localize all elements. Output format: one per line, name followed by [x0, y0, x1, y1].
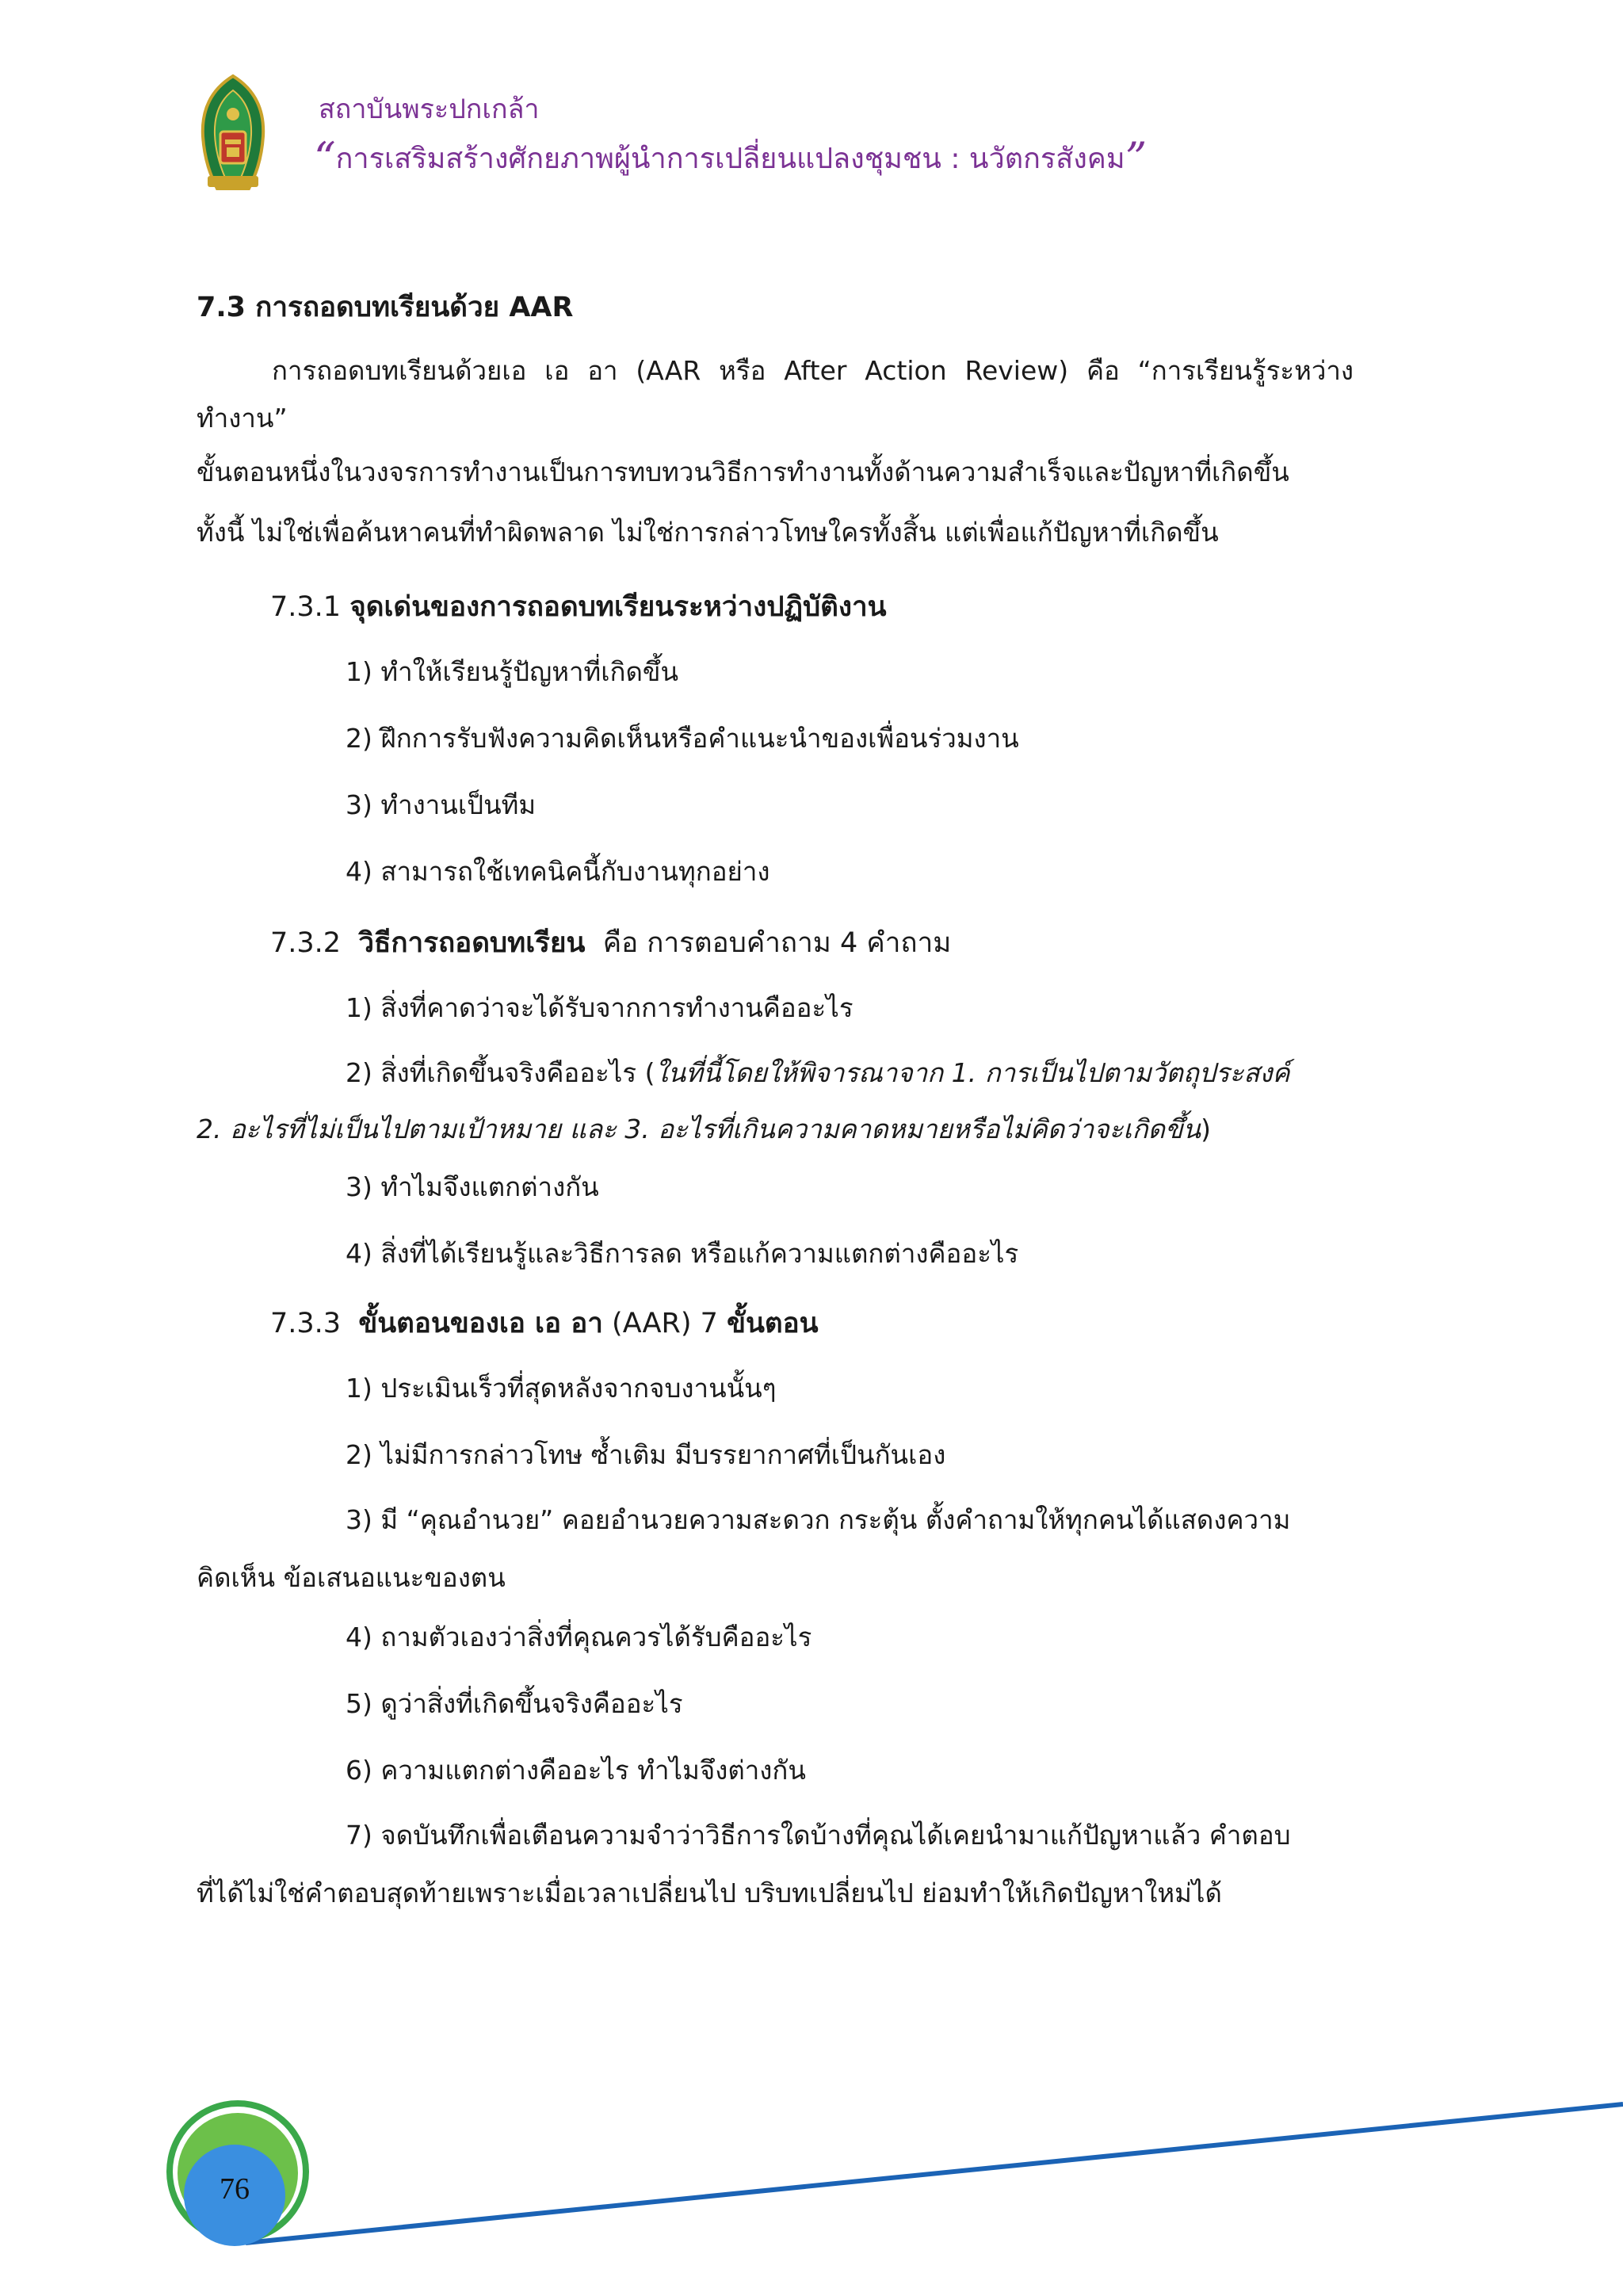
- intro-line-1: การถอดบทเรียนด้วยเอ เอ อา (AAR หรือ After Action Review) คือ “การเรียนรู้ระหว่างทำงาน”: [197, 355, 1354, 434]
- list-item: 3) ทำไมจึงแตกต่างกัน: [346, 1171, 599, 1202]
- list-item: 1) สิ่งที่คาดว่าจะได้รับจากการทำงานคืออะไร: [346, 992, 854, 1023]
- institution-name: สถาบันพระปกเกล้า: [319, 94, 540, 125]
- list-item-wrapped: 3) มี “คุณอำนวย” คอยอำนวยความสะดวก กระตุ้น ตั้งคำถามให้ทุกคนได้แสดงความ: [346, 1504, 1291, 1535]
- list-item: 1) ประเมินเร็วที่สุดหลังจากจบงานนั้นๆ: [346, 1373, 777, 1404]
- list-item: 4) สามารถใช้เทคนิคนี้กับงานทุกอย่าง: [346, 856, 770, 887]
- subsection-title-b: (AAR) 7: [612, 1308, 718, 1339]
- list-item: 5) ดูว่าสิ่งที่เกิดขึ้นจริงคืออะไร: [346, 1688, 683, 1719]
- subsection-number: 7.3.1: [270, 591, 342, 623]
- page-number: 76: [220, 2172, 250, 2206]
- open-quote: “: [314, 133, 336, 183]
- list-item: 6) ความแตกต่างคืออะไร ทำไมจึงต่างกัน: [346, 1755, 806, 1786]
- subsection-number: 7.3.3: [270, 1308, 342, 1339]
- document-title-text: การเสริมสร้างศักยภาพผู้นำการเปลี่ยนแปลงชุมชน : นวัตกรสังคม: [335, 143, 1125, 175]
- list-item-wrapped: 7) จดบันทึกเพื่อเตือนความจำว่าวิธีการใดบ้างที่คุณได้เคยนำมาแก้ปัญหาแล้ว คำตอบ: [346, 1820, 1291, 1851]
- list-item: 3) ทำงานเป็นทีม: [346, 789, 537, 820]
- intro-line-2: ขั้นตอนหนึ่งในวงจรการทำงานเป็นการทบทวนวิธีการทำงานทั้งด้านความสำเร็จและปัญหาที่เกิดขึ้น: [197, 457, 1289, 487]
- list-item: 4) สิ่งที่ได้เรียนรู้และวิธีการลด หรือแก้ความแตกต่างคืออะไร: [346, 1238, 1019, 1269]
- list-item-close: ): [1201, 1114, 1211, 1144]
- close-quote: ”: [1125, 133, 1148, 183]
- list-item-continuation: ที่ได้ไม่ใช่คำตอบสุดท้ายเพราะเมื่อเวลาเปลี่ยนไป บริบทเปลี่ยนไป ย่อมทำให้เกิดปัญหาใหม่ได้: [197, 1878, 1222, 1908]
- list-item-continuation: คิดเห็น ข้อเสนอแนะของตน: [197, 1562, 506, 1593]
- subsection-suffix: คือ การตอบคำถาม 4 คำถาม: [602, 927, 952, 959]
- subsection-title-a: ขั้นตอนของเอ เอ อา: [358, 1308, 603, 1339]
- subsection-title: จุดเด่นของการถอดบทเรียนระหว่างปฏิบัติงาน: [349, 591, 887, 623]
- subsection-title-c: ขั้นตอน: [727, 1308, 819, 1339]
- subsection-title: วิธีการถอดบทเรียน: [358, 927, 586, 959]
- footer-rule-line: [246, 2104, 1623, 2243]
- list-item-lead: 2) สิ่งที่เกิดขึ้นจริงคืออะไร (: [346, 1057, 655, 1088]
- subsection-number: 7.3.2: [270, 927, 342, 959]
- list-item-italic-note: 2. อะไรที่ไม่เป็นไปตามเป้าหมาย และ 3. อะไรที่เกินความคาดหมายหรือไม่คิดว่าจะเกิดขึ้น: [197, 1114, 1201, 1144]
- list-item: 4) ถามตัวเองว่าสิ่งที่คุณควรได้รับคืออะไร: [346, 1622, 812, 1652]
- section-heading: 7.3 การถอดบทเรียนด้วย AAR: [197, 292, 574, 323]
- list-item: 2) ฝึกการรับฟังความคิดเห็นหรือคำแนะนำของเพื่อนร่วมงาน: [346, 723, 1019, 754]
- list-item: 2) ไม่มีการกล่าวโทษ ซ้ำเติม มีบรรยากาศที่เป็นกันเอง: [346, 1439, 946, 1470]
- intro-line-3: ทั้งนี้ ไม่ใช่เพื่อค้นหาคนที่ทำผิดพลาด ไม่ใช่การกล่าวโทษใครทั้งสิ้น แต่เพื่อแก้ปัญหาที่เกิดขึ้น: [197, 517, 1219, 548]
- list-item-italic-note: ในที่นี้โดยให้พิจารณาจาก 1. การเป็นไปตามวัตถุประสงค์: [655, 1057, 1290, 1088]
- list-item: 1) ทำให้เรียนรู้ปัญหาที่เกิดขึ้น: [346, 656, 679, 687]
